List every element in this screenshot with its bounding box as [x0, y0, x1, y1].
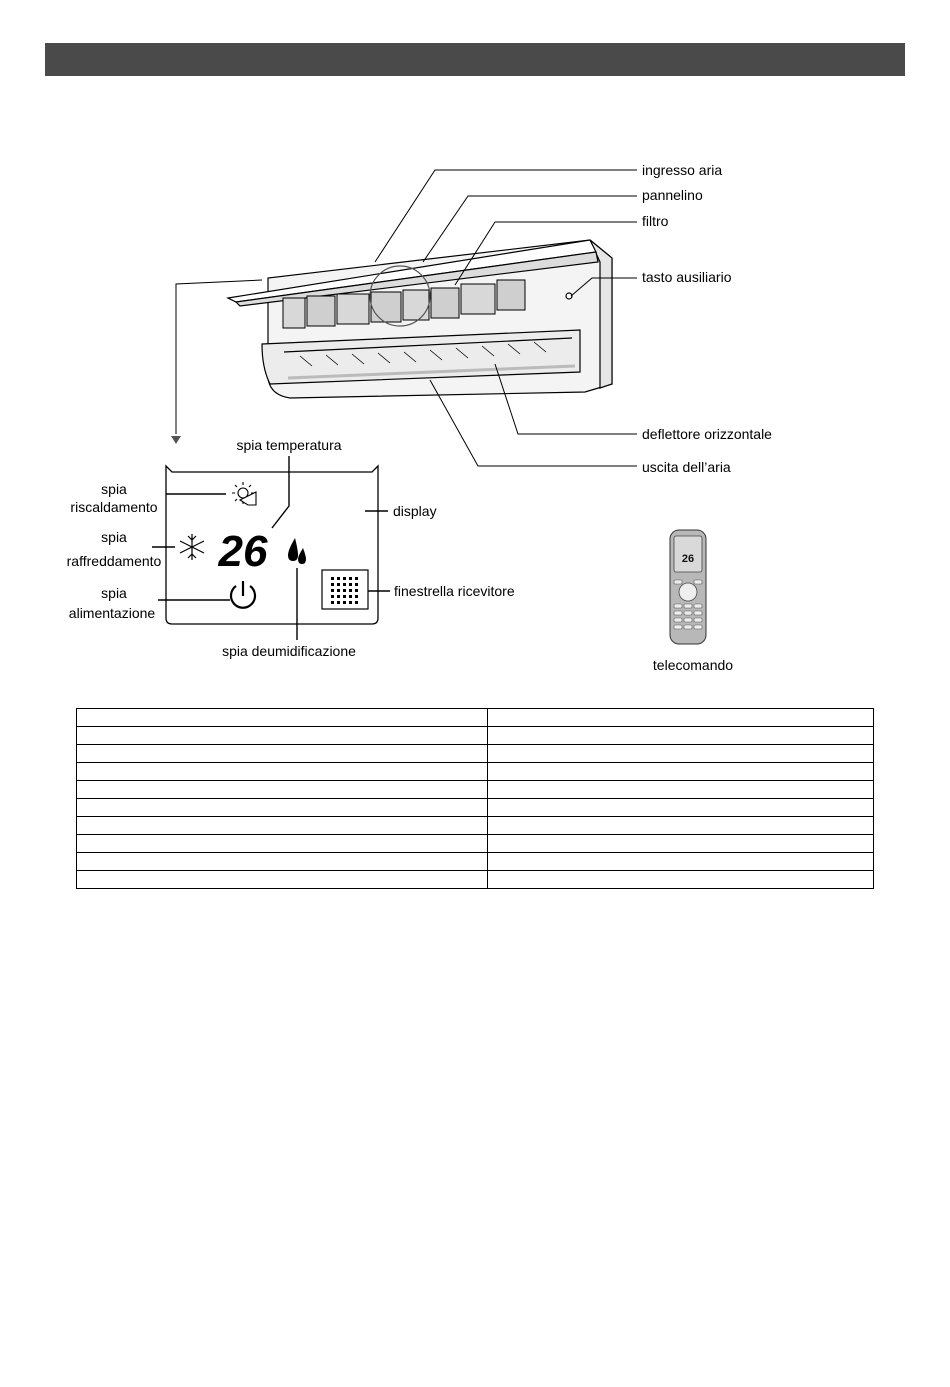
table-row	[77, 799, 874, 817]
table-cell	[77, 745, 488, 763]
label-pannelino: pannelino	[642, 187, 703, 203]
label-ingresso-aria: ingresso aria	[642, 162, 723, 178]
label-deflettore-orizzontale: deflettore orizzontale	[642, 426, 772, 442]
table-cell	[488, 853, 874, 871]
label-display: display	[393, 503, 437, 519]
table-cell	[77, 781, 488, 799]
table-row	[77, 709, 874, 727]
table-row	[77, 727, 874, 745]
label-spia-temperatura: spia temperatura	[236, 437, 342, 453]
table-cell	[77, 853, 488, 871]
table-cell	[77, 799, 488, 817]
table-cell	[77, 871, 488, 889]
arrow-down-icon	[171, 436, 181, 444]
table-cell	[488, 799, 874, 817]
label-telecomando: telecomando	[652, 657, 734, 673]
label-uscita-aria: uscita dell’aria	[642, 459, 731, 475]
table-cell	[488, 727, 874, 745]
label-spia-deumidificazione: spia deumidificazione	[222, 643, 356, 659]
table-cell	[488, 817, 874, 835]
svg-text:26: 26	[681, 553, 695, 565]
table-row	[77, 853, 874, 871]
table-row	[77, 763, 874, 781]
table-row	[77, 817, 874, 835]
table-row	[77, 835, 874, 853]
indoor-unit-illustration	[228, 240, 612, 398]
table-cell	[77, 727, 488, 745]
label-spia-riscaldamento-2: riscaldamento	[70, 499, 158, 515]
receiver-window-icon	[322, 570, 368, 609]
table-cell	[488, 763, 874, 781]
table-cell	[77, 835, 488, 853]
remote-control-illustration	[670, 530, 706, 644]
spec-table	[76, 708, 874, 889]
label-spia-alimentazione-2: alimentazione	[68, 605, 156, 621]
table-row	[77, 745, 874, 763]
table-cell	[77, 709, 488, 727]
table-cell	[488, 745, 874, 763]
table-cell	[488, 709, 874, 727]
label-spia-alimentazione-1: spia	[101, 585, 127, 601]
table-cell	[77, 817, 488, 835]
temperature-value: 26	[218, 527, 268, 576]
table-row	[77, 871, 874, 889]
spec-table-body	[77, 709, 874, 889]
label-tasto-ausiliario: tasto ausiliario	[642, 269, 732, 285]
label-spia-raffreddamento-1: spia	[101, 529, 127, 545]
label-filtro: filtro	[642, 213, 669, 229]
label-spia-raffreddamento-2: raffreddamento	[66, 553, 162, 569]
label-finestrella-ricevitore: finestrella ricevitore	[394, 583, 515, 599]
table-cell	[488, 781, 874, 799]
table-cell	[488, 871, 874, 889]
table-row	[77, 781, 874, 799]
table-cell	[77, 763, 488, 781]
table-cell	[488, 835, 874, 853]
label-spia-riscaldamento-1: spia	[101, 481, 127, 497]
